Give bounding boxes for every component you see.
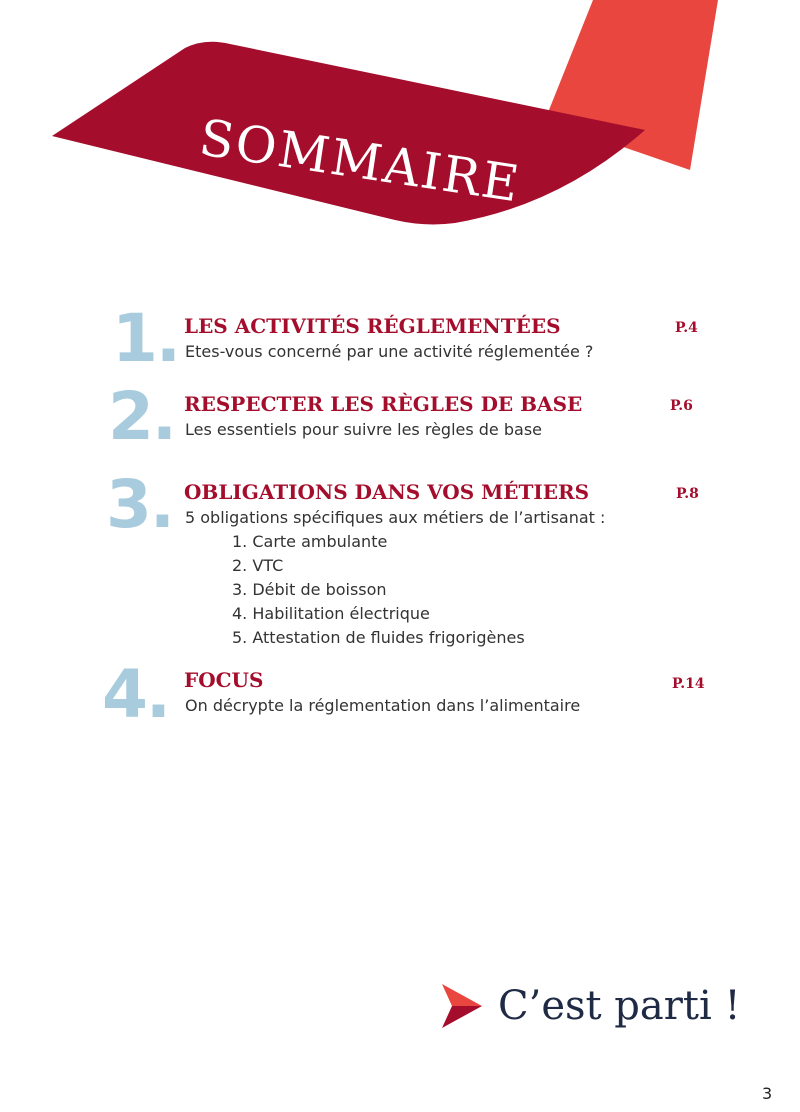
section-number: 1. xyxy=(112,300,179,377)
list-item: 1. Carte ambulante xyxy=(232,532,388,551)
section-subtitle: Etes-vous concerné par une activité réglementée ? xyxy=(185,342,594,361)
section-number: 3. xyxy=(106,466,173,543)
arrow-play-icon xyxy=(440,982,484,1030)
obligations-list xyxy=(232,532,525,652)
page-number: 3 xyxy=(762,1084,773,1103)
list-item: 3. Débit de boisson xyxy=(232,580,387,599)
start-cta[interactable] xyxy=(440,980,740,1036)
section-title: OBLIGATIONS DANS VOS MÉTIERS xyxy=(184,480,590,504)
section-title: FOCUS xyxy=(184,668,264,692)
section-subtitle: On décrypte la réglementation dans l’alimentaire xyxy=(185,696,581,715)
list-item: 4. Habilitation électrique xyxy=(232,604,430,623)
header-ribbon-banner xyxy=(0,0,800,240)
section-title: LES ACTIVITÉS RÉGLEMENTÉES xyxy=(184,314,561,338)
section-subtitle: Les essentiels pour suivre les règles de base xyxy=(185,420,542,439)
section-page-ref: P.6 xyxy=(670,398,693,414)
section-number: 4. xyxy=(102,656,169,733)
page-title: SOMMAIRE xyxy=(195,108,525,214)
section-page-ref: P.14 xyxy=(672,676,705,692)
section-page-ref: P.4 xyxy=(675,320,698,336)
section-number: 2. xyxy=(108,378,175,455)
list-item: 2. VTC xyxy=(232,556,284,575)
section-title: RESPECTER LES RÈGLES DE BASE xyxy=(184,392,583,416)
section-subtitle: 5 obligations spécifiques aux métiers de l’artisanat : xyxy=(185,508,606,527)
section-page-ref: P.8 xyxy=(676,486,699,502)
start-label: C’est parti ! xyxy=(498,983,741,1029)
list-item: 5. Attestation de fluides frigorigènes xyxy=(232,628,525,647)
